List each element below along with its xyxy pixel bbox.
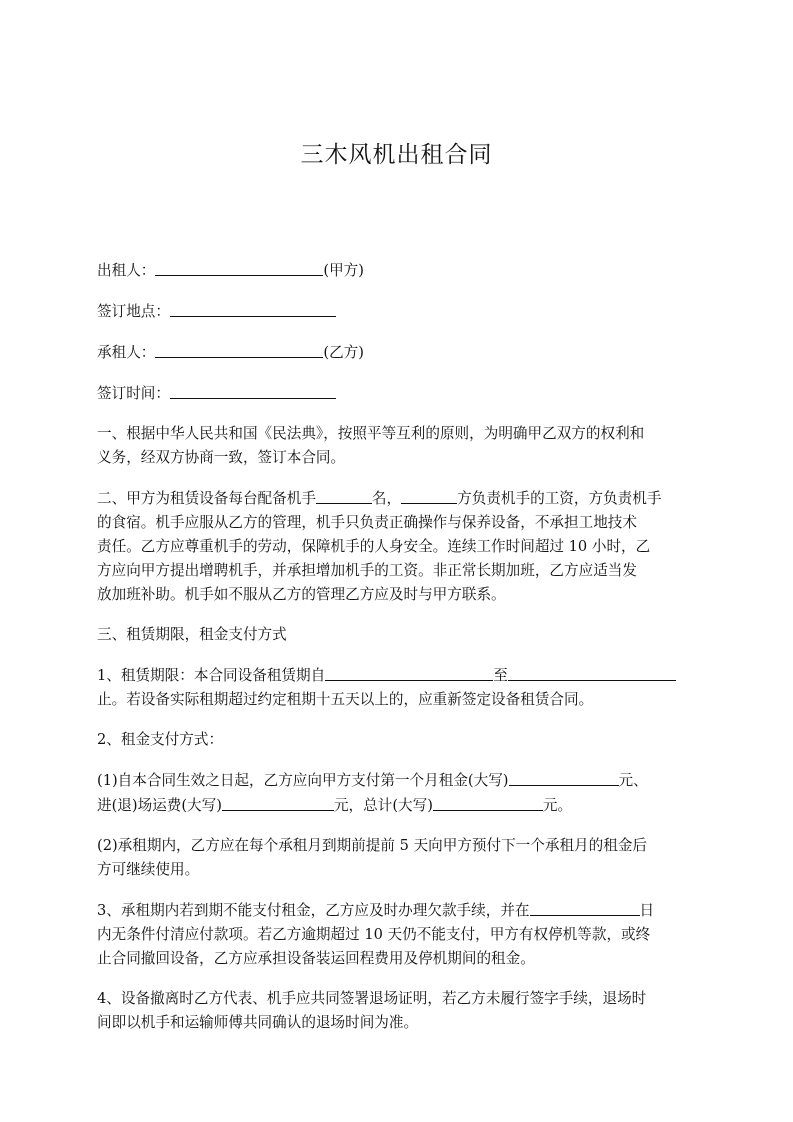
place-blank[interactable] <box>170 299 336 317</box>
sub-1-line <box>97 768 703 793</box>
wage-party-blank[interactable] <box>401 486 457 504</box>
clause-2 <box>97 486 703 607</box>
lessor-label: 出租人： <box>97 262 156 279</box>
item-4-line: 间即以机手和运输师傅共同确认的退场时间为准。 <box>97 1014 419 1031</box>
place-line <box>97 299 703 324</box>
clause-1-line: 义务，经双方协商一致，签订本合同。 <box>97 449 346 466</box>
clause-2-text: 二、甲方为租赁设备每台配备机手 <box>97 490 316 507</box>
clause-3-heading: 三、租赁期限，租金支付方式 <box>97 626 287 643</box>
sub-1-text: 元、 <box>618 772 648 789</box>
lessee-blank[interactable] <box>155 340 323 358</box>
clause-3-item-3 <box>97 898 703 971</box>
payment-sub-2 <box>97 834 703 882</box>
item-3-line: 止合同撤回设备，乙方应承担设备装运回程费用及停机期间的租金。 <box>97 950 535 967</box>
time-blank[interactable] <box>170 381 336 399</box>
first-month-rent-blank[interactable] <box>509 768 619 786</box>
item-1-line <box>97 663 703 688</box>
sub-2-line: (2)承租期内，乙方应在每个承租月到期前提前 5 天向甲方预付下一个承租月的租金后 <box>97 837 648 854</box>
clause-2-text: 方负责机手的工资，方负责机手 <box>457 490 662 507</box>
item-1-line: 止。若设备实际租期超过约定租期十五天以上的，应重新签定设备租赁合同。 <box>97 691 594 708</box>
clause-3-item-4 <box>97 987 703 1035</box>
sub-1-text: 元。 <box>542 797 573 814</box>
sub-2-line: 方可继续使用。 <box>97 861 200 878</box>
freight-blank[interactable] <box>222 793 334 811</box>
sub-1-text: 进(退)场运费(大写) <box>97 797 222 814</box>
document-title: 三木风机出租合同 <box>300 142 493 168</box>
item-3-text: 3、承租期内若到期不能支付租金，乙方应及时办理欠款手续，并在 <box>97 902 530 919</box>
total-blank[interactable] <box>433 793 543 811</box>
time-label: 签订时间： <box>97 385 170 402</box>
lease-start-blank[interactable] <box>325 663 493 681</box>
contract-body <box>97 258 703 1035</box>
clause-2-line: 方应向甲方提出增聘机手，并承担增加机手的工资。非正常长期加班，乙方应适当发 <box>97 562 637 579</box>
clause-1 <box>97 422 703 470</box>
item-3-line <box>97 898 703 923</box>
lessee-line <box>97 340 703 365</box>
lessor-suffix: (甲方) <box>323 262 364 279</box>
payment-sub-1 <box>97 768 703 818</box>
clause-3-item-2: 2、租金支付方式： <box>97 731 224 748</box>
lessee-label: 承租人： <box>97 344 156 361</box>
clause-3-item-1 <box>97 663 703 712</box>
payment-days-blank[interactable] <box>530 898 640 916</box>
lessor-line <box>97 258 703 283</box>
clause-1-line: 一、根据中华人民共和国《民法典》，按照平等互利的原则，为明确甲乙双方的权利和 <box>97 425 645 442</box>
sub-1-line <box>97 793 703 818</box>
item-4-line: 4、设备撤离时乙方代表、机手应共同签署退场证明，若乙方未履行签字手续，退场时 <box>97 990 647 1007</box>
operator-count-blank[interactable] <box>316 486 372 504</box>
lessee-suffix: (乙方) <box>323 344 364 361</box>
clause-2-text: 名， <box>371 490 402 507</box>
clause-2-line: 的食宿。机手应服从乙方的管理，机手只负责正确操作与保养设备，不承担工地技术 <box>97 514 637 531</box>
item-3-text: 日 <box>639 902 655 919</box>
time-line <box>97 381 703 406</box>
clause-2-line: 放加班补助。机手如不服从乙方的管理乙方应及时与甲方联系。 <box>97 586 506 603</box>
lessor-blank[interactable] <box>155 258 323 276</box>
item-1-text: 1、租赁期限：本合同设备租赁期自 <box>97 667 326 684</box>
sub-1-text: 元，总计(大写) <box>333 797 433 814</box>
sub-1-text: (1)自本合同生效之日起，乙方应向甲方支付第一个月租金(大写) <box>97 772 509 789</box>
lease-end-blank[interactable] <box>508 663 676 681</box>
clause-2-line <box>97 486 703 511</box>
item-3-line: 内无条件付清应付款项。若乙方逾期超过 10 天仍不能支付，甲方有权停机等款，或终 <box>97 926 651 943</box>
place-label: 签订地点： <box>97 303 170 320</box>
clause-2-line: 责任。乙方应尊重机手的劳动，保障机手的人身安全。连续工作时间超过 10 小时，乙 <box>97 538 651 555</box>
item-1-text: 至 <box>493 667 508 684</box>
